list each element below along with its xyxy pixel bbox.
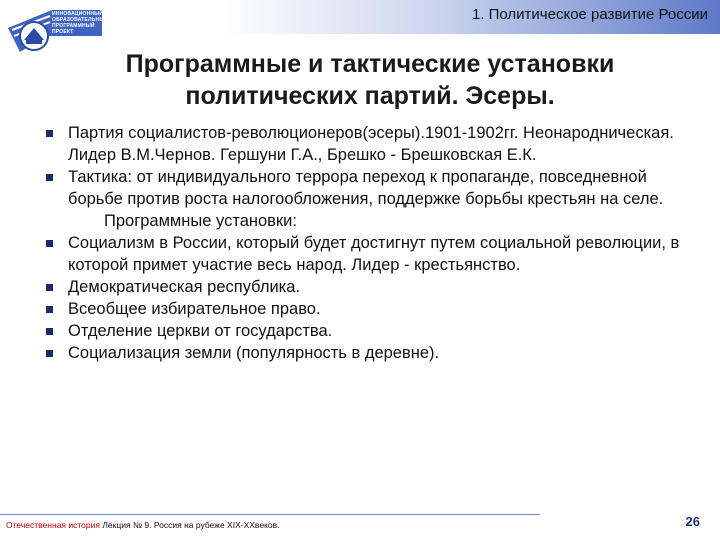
footer-lecture: Лекция № 9. Россия на рубеже XIX-XXвеков. (99, 520, 280, 530)
footer-course: Отечественная история (6, 520, 100, 530)
list-item-text: Социализация земли (популярность в деревне). (68, 344, 440, 362)
list-item (40, 232, 700, 276)
square-bullet-icon (46, 174, 53, 181)
list-item (40, 320, 700, 342)
program-subheading: Программные установки: (104, 212, 297, 230)
list-item (40, 342, 700, 364)
list-item (40, 166, 700, 210)
section-title: 1. Политическое развитие России (471, 6, 708, 23)
square-bullet-icon (46, 328, 53, 335)
square-bullet-icon (46, 284, 53, 291)
list-item-text: Тактика: от индивидуального террора переход к пропаганде, повседневной борьбе против роста налогообложения, поддержке борьбы крестьян на селе. (68, 168, 664, 208)
list-item (40, 122, 700, 166)
list-item-text: Демократическая республика. (68, 278, 301, 296)
footer (6, 520, 280, 530)
square-bullet-icon (46, 350, 53, 357)
square-bullet-icon (46, 306, 53, 313)
list-item (40, 276, 700, 298)
list-item-text: Отделение церкви от государства. (68, 322, 333, 340)
square-bullet-icon (46, 240, 53, 247)
list-item-text: Партия социалистов-революционеров(эсеры).1901-1902гг. Неонародническая. Лидер В.М.Чернов. Гершуни Г.А., Брешко - Брешковская Е.К. (68, 124, 674, 164)
bullet-list (40, 122, 700, 364)
list-item-text: Социализм в России, который будет достигнут путем социальной революции, в которой примет участие весь народ. Лидер - крестьянство. (68, 234, 680, 274)
list-item-text: Всеобщее избирательное право. (68, 300, 321, 318)
list-item (40, 298, 700, 320)
square-bullet-icon (46, 130, 53, 137)
page-number: 26 (685, 514, 700, 529)
footer-divider (0, 514, 540, 515)
slide-title: Программные и тактические установки политических партий. Эсеры. (125, 50, 615, 110)
logo-text: ИННОВАЦИОННЫЙ ОБРАЗОВАТЕЛЬНЫЙ ПРОГРАММНЫЙ ПРОЕКТ (52, 11, 109, 35)
